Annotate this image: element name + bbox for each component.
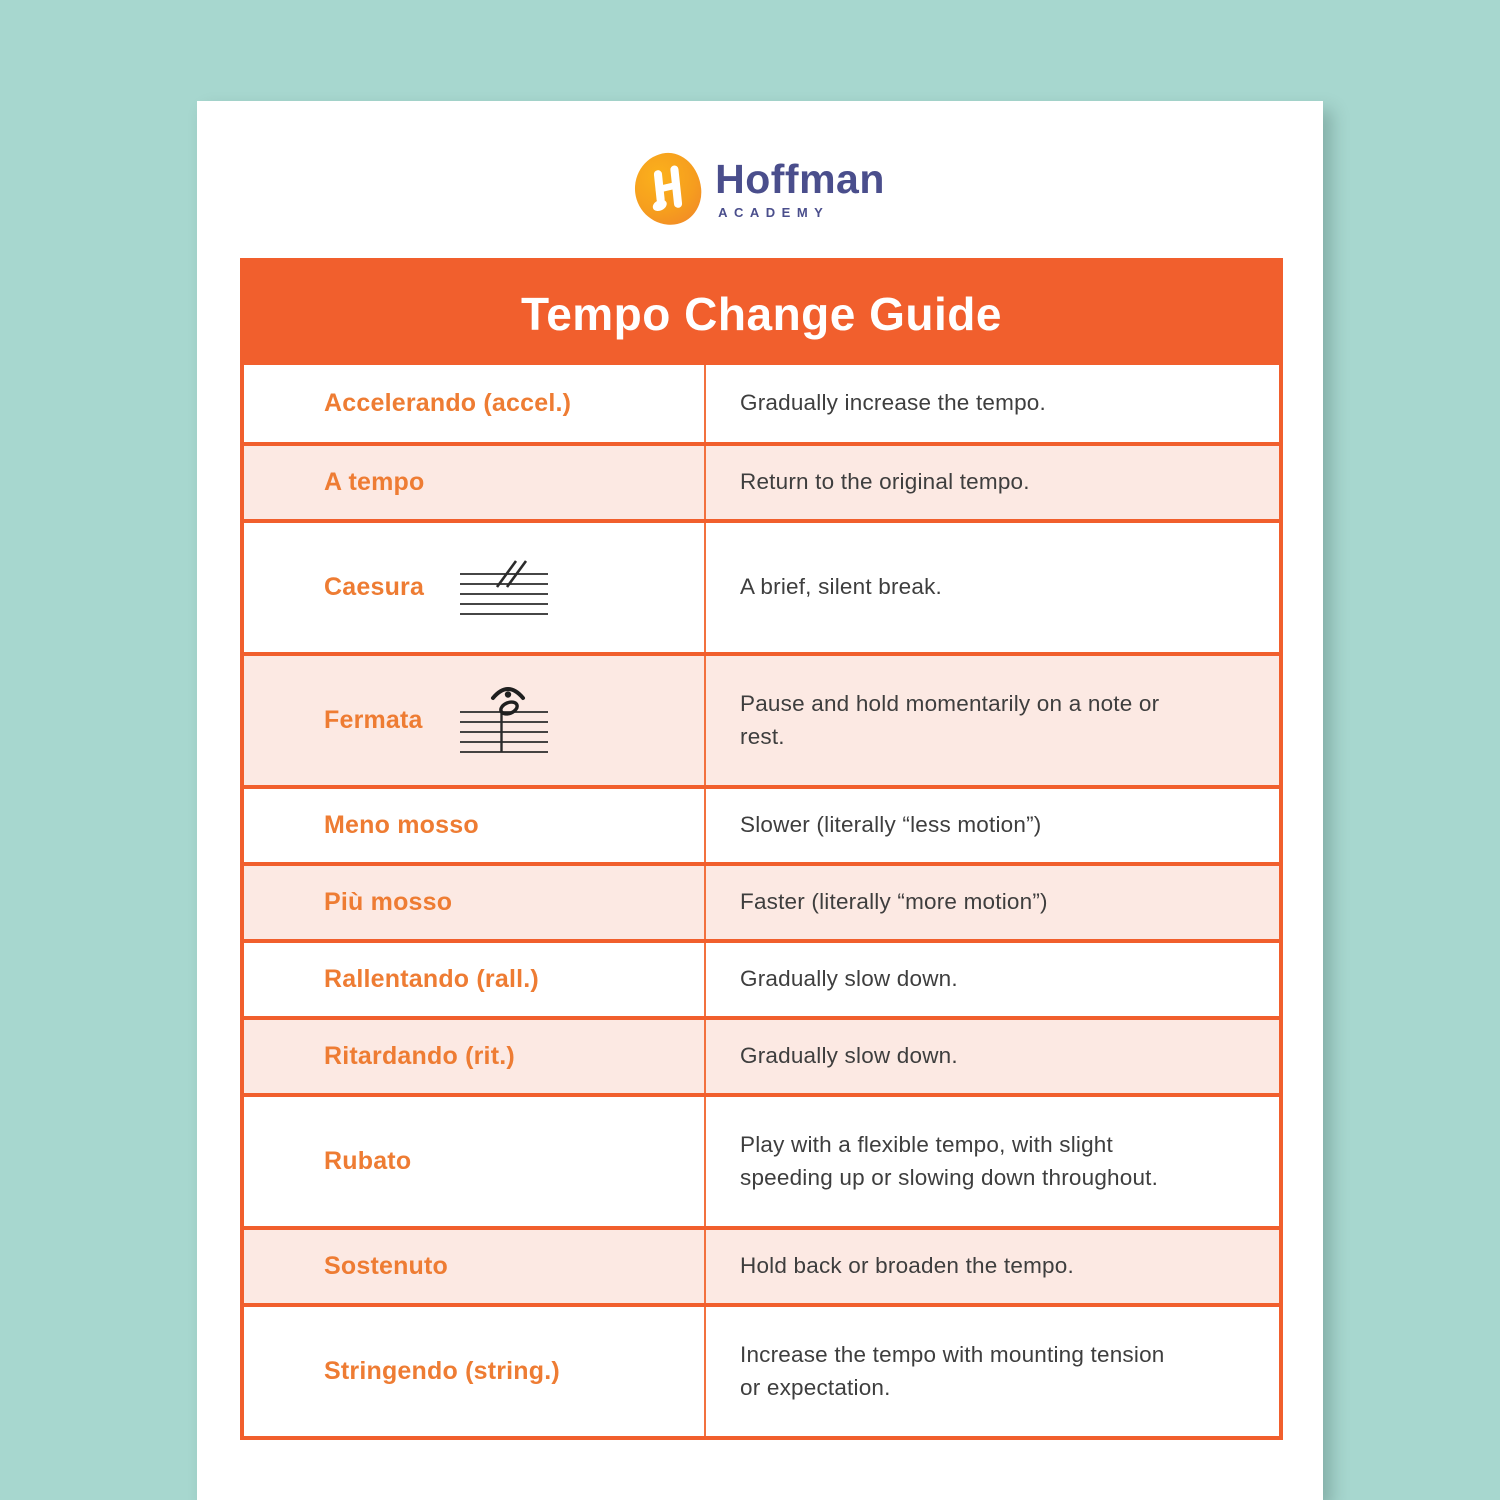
tempo-term: Meno mosso [324,811,479,839]
table-row [244,1093,1279,1226]
description-cell [706,1020,1279,1093]
term-cell [244,365,706,442]
hoffman-academy-logo [197,153,1323,225]
tempo-description: Pause and hold momentarily on a note or rest. [740,690,1160,749]
term-cell [244,789,706,862]
tempo-description: Hold back or broaden the tempo. [740,1253,1074,1279]
table-row [244,1303,1279,1436]
description-cell [706,789,1279,862]
tempo-description: Play with a flexible tempo, with slight speeding up or slowing down throughout. [740,1131,1159,1190]
term-cell [244,1097,706,1226]
tempo-term: Ritardando (rit.) [324,1042,515,1070]
tempo-description: Gradually slow down. [740,966,958,992]
tempo-description: Gradually slow down. [740,1043,958,1069]
logo-subtitle-text: ACADEMY [718,204,830,220]
tempo-description: Gradually increase the tempo. [740,390,1046,416]
table-row [244,652,1279,785]
tempo-term: Fermata [324,706,423,734]
description-cell [706,446,1279,519]
table-row [244,442,1279,519]
term-cell [244,866,706,939]
tempo-term: Stringendo (string.) [324,1357,560,1385]
logo-brand-text: Hoffman [715,155,885,202]
description-cell [706,943,1279,1016]
term-cell [244,656,706,785]
tempo-term: A tempo [324,468,425,496]
caesura-symbol [460,557,548,619]
table-row [244,939,1279,1016]
tempo-term: Caesura [324,573,425,601]
term-cell [244,1020,706,1093]
description-cell [706,656,1279,785]
tempo-term: Rubato [324,1147,412,1175]
description-cell [706,1097,1279,1226]
term-cell [244,446,706,519]
term-cell [244,1230,706,1303]
term-cell [244,523,706,652]
term-cell [244,1307,706,1436]
term-cell [244,943,706,1016]
page-title: Tempo Change Guide [521,287,1002,340]
table-row [244,365,1279,442]
notation-symbol-slot [460,557,548,619]
tempo-description: Slower (literally “less motion”) [740,812,1042,838]
table-row [244,1226,1279,1303]
tempo-term: Accelerando (accel.) [324,389,572,417]
table-row [244,519,1279,652]
hoffman-h-note-icon [632,150,705,229]
tempo-description: Increase the tempo with mounting tension or expectation. [740,1341,1165,1400]
logo-wordmark [715,155,885,220]
tempo-description: Return to the original tempo. [740,469,1030,495]
document-page [197,101,1323,1500]
description-cell [706,1230,1279,1303]
tempo-description: A brief, silent break. [740,574,943,600]
tempo-term: Sostenuto [324,1252,449,1280]
description-cell [706,365,1279,442]
table-row [244,862,1279,939]
tempo-term: Più mosso [324,888,453,916]
table-header-bar [244,262,1279,365]
tempo-change-guide-table [240,258,1283,1440]
table-row [244,1016,1279,1093]
tempo-table-rows [244,365,1279,1436]
description-cell [706,1307,1279,1436]
tempo-term: Rallentando (rall.) [324,965,539,993]
notation-symbol-slot [460,682,548,760]
fermata-symbol [460,682,548,760]
tempo-description: Faster (literally “more motion”) [740,889,1048,915]
description-cell [706,866,1279,939]
description-cell [706,523,1279,652]
table-row [244,785,1279,862]
